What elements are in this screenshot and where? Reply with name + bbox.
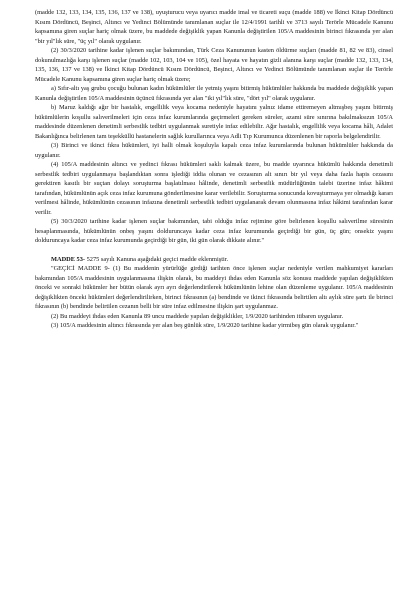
paragraph-clause-3: (3) Birinci ve ikinci fıkra hükümleri, iyi halli olmak koşuluyla kapalı ceza infaz kurumlarında bulunan hükümlüler hakkında da uygulanır. xyxy=(35,142,393,159)
paragraph-temporary-clause-3: (3) 105/A maddesinin altıncı fıkrasında yer alan beş günlük süre, 1/9/2020 tarihine kadar yirmibeş gün olarak uygulanır." xyxy=(51,322,359,329)
paragraph-subclause-b: b) Maruz kaldığı ağır bir hastalık, engellilik veya kocama nedeniyle hayatını yalnız idame ettiremeyen altmışbeş yaşını bitirmiş hükümlülerin koşullu salıverilmeleri için ceza infaz kurumlarında geçirmeleri gereken süreler, azami süre sınırına bakılmaksızın 105/A maddesinde düzenlenen denetimli serbestlik tedbiri uygulanmak suretiyle infaz edilebilir. Ağır hastalık, engellilik veya kocama hâli, Adalet Bakanlığınca belirlenen tam teşekküllü hastanelerin sağlık kurullarınca veya Adli Tıp Kurumunca düzenlenen bir raporla belgelendirilir. xyxy=(35,104,393,140)
section-gap xyxy=(35,246,393,255)
paragraph-clause-5: (5) 30/3/2020 tarihine kadar işlenen suçlar bakımından, tabi olduğu infaz rejimine göre belirlenen koşullu salıverilme süresinin hesaplanmasında, hükümlünün onbeş yaşını dolduruncaya kadar ceza infaz kurumunda geçirdiği bir gün, üç gün; onsekiz yaşını dolduruncaya kadar ceza infaz kurumunda geçirdiği bir gün, iki gün olarak dikkate alınır." xyxy=(35,218,393,244)
article-heading xyxy=(35,255,393,265)
paragraph-temporary-clause-2: (2) Bu maddeyi ihdas eden Kanunla 89 uncu maddede yapılan değişiklikler, 1/9/2020 tarihinden itibaren uygulanır. xyxy=(51,312,344,320)
paragraph-continuation: (madde 132, 133, 134, 135, 136, 137 ve 138), uyuşturucu veya uyarıcı madde imal ve ticareti suçu (madde 188) ve İkinci Kitap Dördüncü Kısım Dördüncü, Beşinci, Altıncı ve Yedinci Bölümünde tanımlanan suçlar ile 12/4/1991 tarihli ve 3713 sayılı Terörle Mücadele Kanunu kapsamına giren suçlar hariç olmak üzere, bu maddede değişiklik yapan Kanunla değiştirilen 105/A maddesinin birinci fıkrasında yer alan "bir yıl"lık süre, "üç yıl" olarak uygulanır. xyxy=(35,9,393,45)
paragraph-temporary-article: "GEÇİCİ MADDE 9- (1) Bu maddenin yürürlüğe girdiği tarihten önce işlenen suçlar nedeniyle verilen mahkumiyet kararları bakımından 105/A maddesinin uygulanmasına ilişkin olarak, bu maddeyi ihdas eden Kanunla söz konusu maddede yapılan değişiklikten önceki ve sonraki hükümler her bütün olarak ayrı ayrı değerlendirilerek hükümlünün lehine olan düzenleme uygulanır. 105/A maddesinin değişiklikten önceki hükümleri değerlendirilirken, birinci fıkrasının (a) bendinde ve ikinci fıkrasında belirtilen altı aylık süre şartı ile birinci fıkrasının (b) bendinde belirtilen cezanın belli bir süre infaz edilmesine ilişkin şart uygulanmaz. xyxy=(35,265,393,310)
paragraph-clause-4: (4) 105/A maddesinin altıncı ve yedinci fıkrası hükümleri saklı kalmak üzere, bu madde uyarınca hükümlü hakkında denetimli serbestlik tedbiri uygulanmaya başlandıktan sonra işlediği iddia olunan ve cezasının alt sınırı bir yıl veya daha fazla hapis cezasını gerektiren kasıtlı bir suçtan dolayı soruşturma başlatılması hâlinde, denetimli serbestlik müdürlüğünün talebi üzerine infaz hâkimi tarafından, hükümlünün açık ceza infaz kurumuna gönderilmesine karar verilebilir. Soruşturma sonucunda kovuşturmaya yer olmadığı kararı verilmesi hâlinde, hükümlünün cezasının infazına denetimli serbestlik tedbiri uygulanarak devam olunmasına infaz hâkimi tarafından karar verilir. xyxy=(35,161,393,216)
paragraph-subclause-a: a) Sıfır-altı yaş grubu çocuğu bulunan kadın hükümlüler ile yetmiş yaşını bitirmiş hükümlüler hakkında bu maddede değişiklik yapan Kanunla değiştirilen 105/A maddesinin üçüncü fıkrasında yer alan "iki yıl"lık süre, "dört yıl" olarak uygulanır. xyxy=(35,85,393,102)
paragraph-clause-2: (2) 30/3/2020 tarihine kadar işlenen suçlar bakımından, Türk Ceza Kanununun kasten öldürme suçları (madde 81, 82 ve 83), cinsel dokunulmazlığa karşı işlenen suçlar (madde 102, 103, 104 ve 105), özel hayata ve hayatın gizli alanına karşı suçlar (madde 132, 133, 134, 135, 136, 137 ve 138) ve İkinci Kitap Dördüncü Kısım Dördüncü, Beşinci, Altıncı ve Yedinci Bölümünde tanımlanan suçlar ile Terörle Mücadele Kanunu kapsamına giren suçlar hariç olmak üzere; xyxy=(35,47,393,83)
article-heading-text: 5275 sayılı Kanuna aşağıdaki geçici madde eklenmiştir. xyxy=(85,255,229,263)
article-label: MADDE 53- xyxy=(51,255,86,263)
